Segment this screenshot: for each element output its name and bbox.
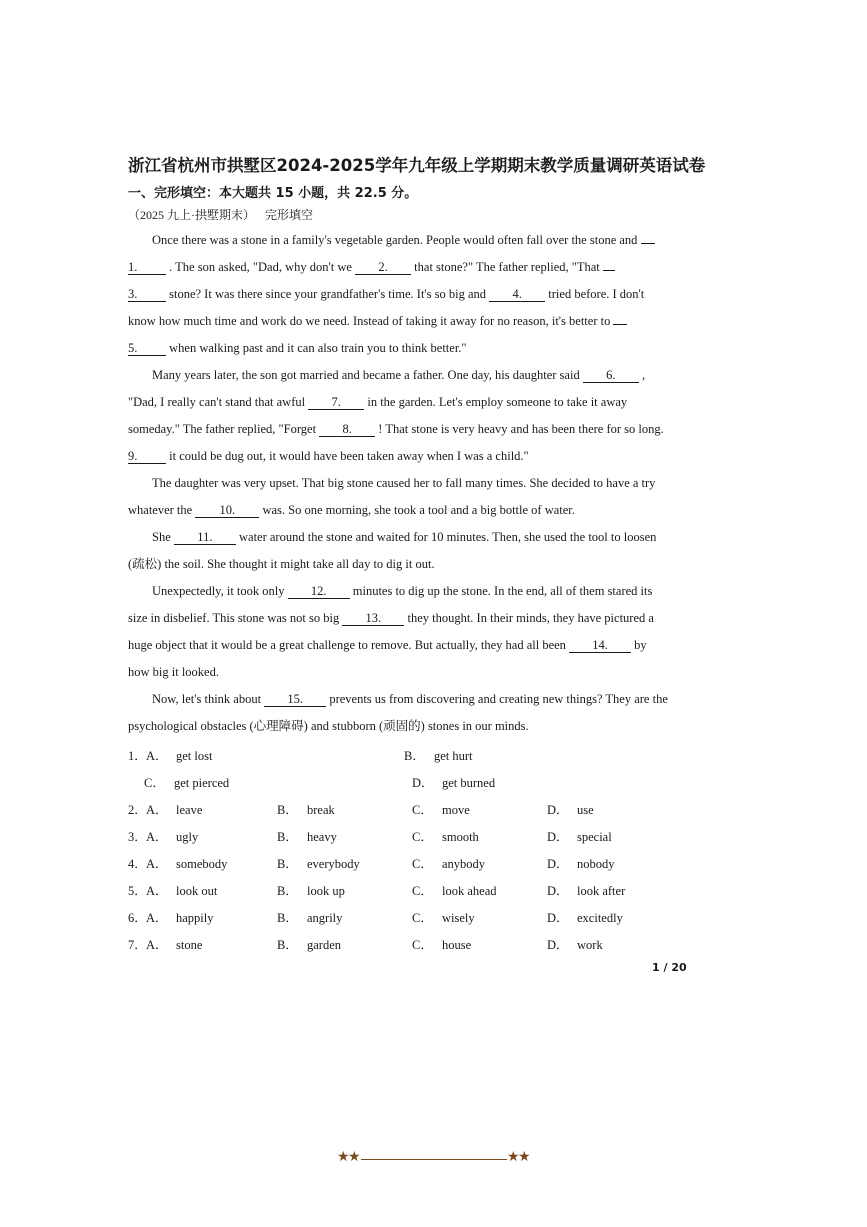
- option-d[interactable]: D． look after: [547, 884, 626, 898]
- passage-line: how big it looked.: [128, 665, 219, 679]
- star-icon: ★: [348, 1150, 361, 1165]
- answer-blank-overflow: [613, 324, 627, 325]
- option-a[interactable]: A． ugly: [146, 830, 199, 844]
- option-d[interactable]: D． special: [547, 830, 612, 844]
- option-d[interactable]: D． get burned: [412, 776, 496, 790]
- question-number: 1．: [128, 749, 147, 763]
- question-number: 3．: [128, 830, 147, 844]
- question-number: 5．: [128, 884, 147, 898]
- answer-blank-7: 7.: [308, 395, 364, 410]
- option-row: [128, 769, 688, 796]
- option-row: [128, 796, 688, 823]
- option-row: [128, 904, 688, 931]
- answer-blank-11: 11.: [174, 530, 236, 545]
- option-b[interactable]: B． garden: [277, 938, 342, 952]
- answer-blank-15: 15.: [264, 692, 326, 707]
- option-b[interactable]: B． everybody: [277, 857, 360, 871]
- star-icon: ★: [518, 1150, 531, 1165]
- option-c[interactable]: C． house: [412, 938, 472, 952]
- question-number: 4．: [128, 857, 147, 871]
- option-a[interactable]: A． get lost: [146, 749, 213, 763]
- passage-line: "Dad, I really can't stand that awful 7. in the garden. Let's employ someone to take it away: [128, 395, 628, 409]
- passage-paragraph-2: [128, 362, 688, 470]
- answer-blank-14: 14.: [569, 638, 631, 653]
- option-a[interactable]: A． leave: [146, 803, 203, 817]
- question-number: 7．: [128, 938, 147, 952]
- passage-line: The daughter was very upset. That big stone caused her to fall many times. She decided to have a try: [152, 476, 656, 490]
- option-row: [128, 877, 688, 904]
- answer-blank-10: 10.: [195, 503, 259, 518]
- option-c[interactable]: C． wisely: [412, 911, 475, 925]
- passage-line: someday." The father replied, "Forget 8. ! That stone is very heavy and has been there for so long.: [128, 422, 664, 436]
- passage-line: Now, let's think about 15. prevents us from discovering and creating new things? They are the: [152, 692, 668, 706]
- option-a[interactable]: A． look out: [146, 884, 218, 898]
- passage-line: 5. when walking past and it can also train you to think better.": [128, 341, 467, 355]
- option-a[interactable]: A． happily: [146, 911, 214, 925]
- answer-blank-6: 6.: [583, 368, 639, 383]
- source-type: 完形填空: [265, 208, 314, 222]
- passage-line: whatever the 10. was. So one morning, she took a tool and a big bottle of water.: [128, 503, 575, 517]
- answer-blank-overflow: [603, 270, 615, 271]
- passage-line: 1. . The son asked, "Dad, why don't we 2. that stone?" The father replied, "That: [128, 254, 688, 281]
- option-b[interactable]: B． angrily: [277, 911, 343, 925]
- answer-blank-overflow: [641, 243, 655, 244]
- option-b[interactable]: B． look up: [277, 884, 345, 898]
- answer-options: [128, 742, 688, 958]
- answer-blank-3: 3.: [128, 287, 166, 302]
- passage-line: 9. it could be dug out, it would have been taken away when I was a child.": [128, 449, 529, 463]
- answer-blank-9: 9.: [128, 449, 166, 464]
- option-row: [128, 742, 688, 769]
- footer-ornament: [337, 1151, 537, 1167]
- question-number: 2．: [128, 803, 147, 817]
- option-row: [128, 931, 688, 958]
- option-c[interactable]: C． anybody: [412, 857, 486, 871]
- passage-paragraph-6: [128, 686, 688, 740]
- option-a[interactable]: A． somebody: [146, 857, 228, 871]
- answer-blank-4: 4.: [489, 287, 545, 302]
- source-tag: （2025 九上·拱墅期末）: [128, 208, 255, 222]
- option-d[interactable]: D． use: [547, 803, 594, 817]
- answer-blank-12: 12.: [288, 584, 350, 599]
- option-row: [128, 823, 688, 850]
- passage-paragraph-5: [128, 578, 688, 686]
- star-icon: ★: [507, 1150, 520, 1165]
- star-icon: ★: [337, 1150, 350, 1165]
- question-source: [128, 206, 313, 223]
- option-a[interactable]: A． stone: [146, 938, 203, 952]
- answer-blank-5: 5.: [128, 341, 166, 356]
- option-row: [128, 850, 688, 877]
- passage-paragraph-4: [128, 524, 688, 578]
- answer-blank-8: 8.: [319, 422, 375, 437]
- option-b[interactable]: B． break: [277, 803, 335, 817]
- section-heading: 一、完形填空：本大题共 15 小题，共 22.5 分。: [128, 186, 418, 201]
- answer-blank-13: 13.: [342, 611, 404, 626]
- option-d[interactable]: D． excitedly: [547, 911, 623, 925]
- question-number: 6．: [128, 911, 147, 925]
- option-b[interactable]: B． get hurt: [404, 749, 473, 763]
- passage-line: huge object that it would be a great challenge to remove. But actually, they had all been 14. by: [128, 638, 647, 652]
- option-c[interactable]: C． move: [412, 803, 470, 817]
- passage-line: She 11. water around the stone and waited for 10 minutes. Then, she used the tool to loosen: [152, 530, 657, 544]
- passage-line: 3. stone? It was there since your grandfather's time. It's so big and 4. tried before. I don't: [128, 287, 645, 301]
- option-d[interactable]: D． work: [547, 938, 603, 952]
- page-number: 1 / 20: [652, 961, 687, 974]
- passage-line: Many years later, the son got married and became a father. One day, his daughter said 6. ,: [152, 368, 646, 382]
- answer-blank-2: 2.: [355, 260, 411, 275]
- passage-line: size in disbelief. This stone was not so big 13. they thought. In their minds, they have pictured a: [128, 611, 654, 625]
- option-b[interactable]: B． heavy: [277, 830, 337, 844]
- option-c[interactable]: C． get pierced: [144, 776, 230, 790]
- passage-line: Once there was a stone in a family's vegetable garden. People would often fall over the stone and: [128, 227, 688, 254]
- answer-blank-1: 1.: [128, 260, 166, 275]
- passage-line: psychological obstacles (心理障碍) and stubborn (顽固的) stones in our minds.: [128, 719, 529, 733]
- passage-paragraph-3: [128, 470, 688, 524]
- option-c[interactable]: C． look ahead: [412, 884, 497, 898]
- passage-line: Unexpectedly, it took only 12. minutes to dig up the stone. In the end, all of them stared its: [152, 584, 653, 598]
- passage-paragraph-1: [128, 227, 688, 362]
- option-d[interactable]: D． nobody: [547, 857, 615, 871]
- passage-line: know how much time and work do we need. Instead of taking it away for no reason, it's better to: [128, 308, 688, 335]
- option-c[interactable]: C． smooth: [412, 830, 479, 844]
- exam-title: 浙江省杭州市拱墅区2024-2025学年九年级上学期期末教学质量调研英语试卷: [128, 156, 706, 175]
- footer-rule: [361, 1159, 507, 1160]
- passage-line: (疏松) the soil. She thought it might take all day to dig it out.: [128, 557, 435, 571]
